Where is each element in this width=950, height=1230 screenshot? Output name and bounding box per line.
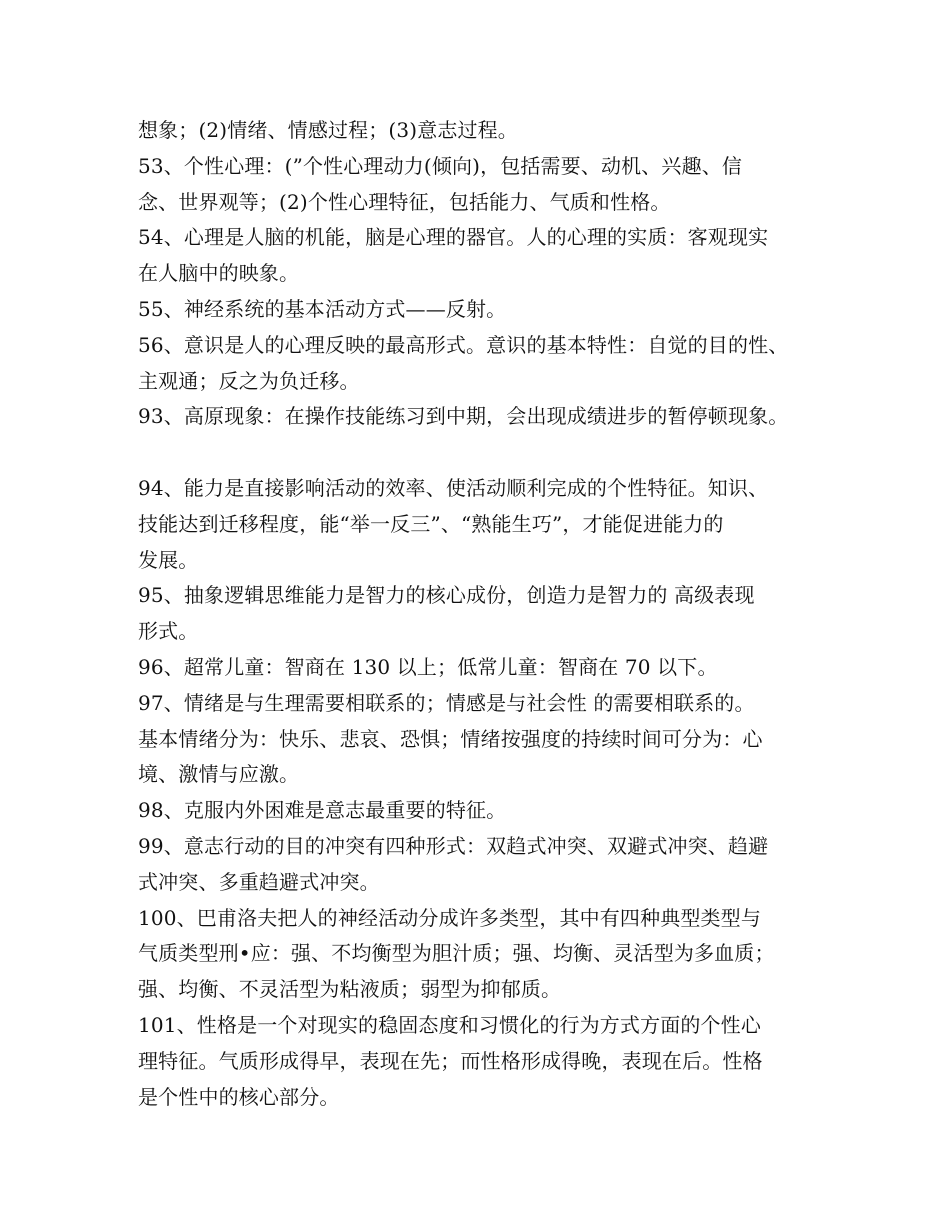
text-line: 94、能力是直接影响活动的效率、使活动顺利完成的个性特征。知识、	[138, 475, 769, 500]
text-line: 100、巴甫洛夫把人的神经活动分成许多类型，其中有四种典型类型与	[138, 905, 761, 930]
text-line: 基本情绪分为：快乐、悲哀、恐惧；情绪按强度的持续时间可分为：心	[138, 726, 763, 751]
text-line: 想象；(2)情绪、情感过程；(3)意志过程。	[138, 118, 518, 142]
document-body	[138, 113, 838, 1115]
text-line: 发展。	[138, 547, 199, 572]
text-line: 在人脑中的映象。	[138, 261, 300, 286]
text-line: 主观通；反之为负迁移。	[138, 368, 360, 393]
text-line: 99、意志行动的目的冲突有四种形式：双趋式冲突、双避式冲突、趋避	[138, 833, 769, 858]
text-line: 101、性格是一个对现实的稳固态度和习惯化的行为方式方面的个性心	[138, 1012, 761, 1037]
text-line: 56、意识是人的心理反映的最高形式。意识的基本特性：自觉的目的性、	[138, 332, 789, 357]
text-line: 97、情绪是与生理需要相联系的；情感是与社会性 的需要相联系的。	[138, 690, 755, 715]
text-line: 54、心理是人脑的机能，脑是心理的器官。人的心理的实质：客观现实	[138, 225, 769, 250]
text-line: 念、世界观等；(2)个性心理特征，包括能力、气质和性格。	[138, 189, 671, 214]
text-line: 是个性中的核心部分。	[138, 1084, 340, 1109]
text-line: 95、抽象逻辑思维能力是智力的核心成份，创造力是智力的 高级表现	[138, 583, 755, 608]
text-line: 境、激情与应激。	[138, 762, 300, 787]
text-line: 98、克服内外困难是意志最重要的特征。	[138, 798, 507, 823]
text-line: 形式。	[138, 619, 199, 644]
text-line: 技能达到迁移程度，能“举一反三”、“熟能生巧”，才能促进能力的	[138, 511, 724, 536]
text-line: 气质类型刑•应：强、不均衡型为胆汁质；强、均衡、灵活型为多血质；	[138, 941, 775, 966]
blank-line	[138, 435, 838, 471]
text-line: 53、个性心理：(”个性心理动力(倾向)，包括需要、动机、兴趣、信	[138, 153, 743, 178]
text-line: 理特征。气质形成得早，表现在先；而性格形成得晚，表现在后。性格	[138, 1048, 763, 1073]
text-line: 96、超常儿童：智商在 130 以上；低常儿童：智商在 70 以下。	[138, 654, 718, 679]
text-line: 93、高原现象：在操作技能练习到中期，会出现成绩进步的暂停顿现象。	[138, 404, 789, 429]
text-line: 55、神经系统的基本活动方式——反射。	[138, 296, 507, 321]
text-line: 式冲突、多重趋避式冲突。	[138, 869, 380, 894]
text-line: 强、均衡、不灵活型为粘液质；弱型为抑郁质。	[138, 977, 562, 1002]
